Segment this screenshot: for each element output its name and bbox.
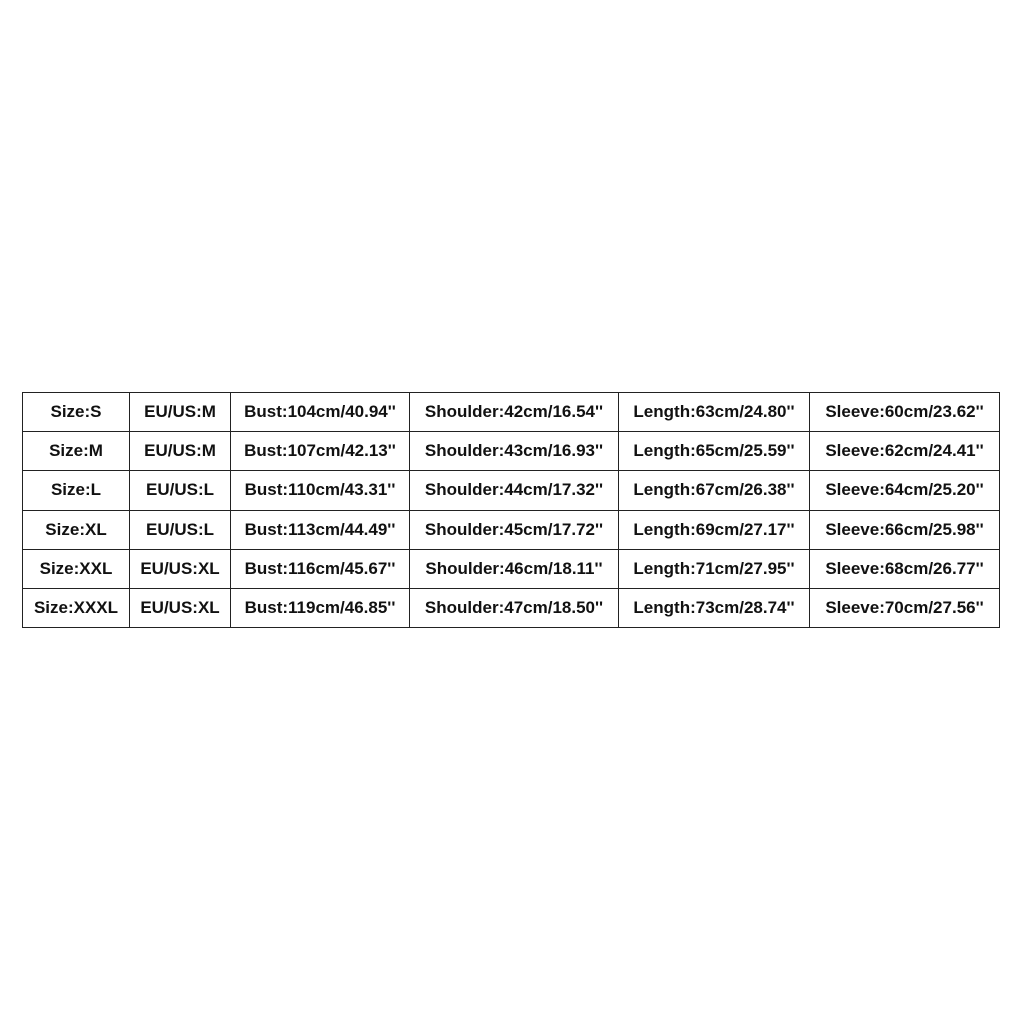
- shoulder-cell: Shoulder:42cm/16.54'': [410, 393, 619, 432]
- eu-us-size-cell: EU/US:M: [130, 432, 231, 471]
- eu-us-size-cell: EU/US:L: [130, 510, 231, 549]
- size-cell: Size:XL: [23, 510, 130, 549]
- sleeve-cell: Sleeve:66cm/25.98'': [810, 510, 1000, 549]
- table-row: [23, 588, 1000, 627]
- shoulder-cell: Shoulder:43cm/16.93'': [410, 432, 619, 471]
- length-cell: Length:69cm/27.17'': [619, 510, 810, 549]
- size-cell: Size:XXL: [23, 549, 130, 588]
- sleeve-cell: Sleeve:64cm/25.20'': [810, 471, 1000, 510]
- size-chart-table: [22, 392, 1000, 628]
- eu-us-size-cell: EU/US:M: [130, 393, 231, 432]
- table-row: [23, 549, 1000, 588]
- size-cell: Size:XXXL: [23, 588, 130, 627]
- length-cell: Length:71cm/27.95'': [619, 549, 810, 588]
- bust-cell: Bust:107cm/42.13'': [231, 432, 410, 471]
- length-cell: Length:63cm/24.80'': [619, 393, 810, 432]
- shoulder-cell: Shoulder:44cm/17.32'': [410, 471, 619, 510]
- eu-us-size-cell: EU/US:XL: [130, 588, 231, 627]
- bust-cell: Bust:119cm/46.85'': [231, 588, 410, 627]
- eu-us-size-cell: EU/US:XL: [130, 549, 231, 588]
- size-cell: Size:L: [23, 471, 130, 510]
- table-row: [23, 510, 1000, 549]
- shoulder-cell: Shoulder:45cm/17.72'': [410, 510, 619, 549]
- table-row: [23, 471, 1000, 510]
- size-cell: Size:S: [23, 393, 130, 432]
- eu-us-size-cell: EU/US:L: [130, 471, 231, 510]
- sleeve-cell: Sleeve:68cm/26.77'': [810, 549, 1000, 588]
- bust-cell: Bust:113cm/44.49'': [231, 510, 410, 549]
- length-cell: Length:67cm/26.38'': [619, 471, 810, 510]
- bust-cell: Bust:104cm/40.94'': [231, 393, 410, 432]
- table-row: [23, 393, 1000, 432]
- length-cell: Length:73cm/28.74'': [619, 588, 810, 627]
- shoulder-cell: Shoulder:47cm/18.50'': [410, 588, 619, 627]
- sleeve-cell: Sleeve:60cm/23.62'': [810, 393, 1000, 432]
- table-row: [23, 432, 1000, 471]
- size-cell: Size:M: [23, 432, 130, 471]
- length-cell: Length:65cm/25.59'': [619, 432, 810, 471]
- shoulder-cell: Shoulder:46cm/18.11'': [410, 549, 619, 588]
- sleeve-cell: Sleeve:70cm/27.56'': [810, 588, 1000, 627]
- bust-cell: Bust:116cm/45.67'': [231, 549, 410, 588]
- sleeve-cell: Sleeve:62cm/24.41'': [810, 432, 1000, 471]
- bust-cell: Bust:110cm/43.31'': [231, 471, 410, 510]
